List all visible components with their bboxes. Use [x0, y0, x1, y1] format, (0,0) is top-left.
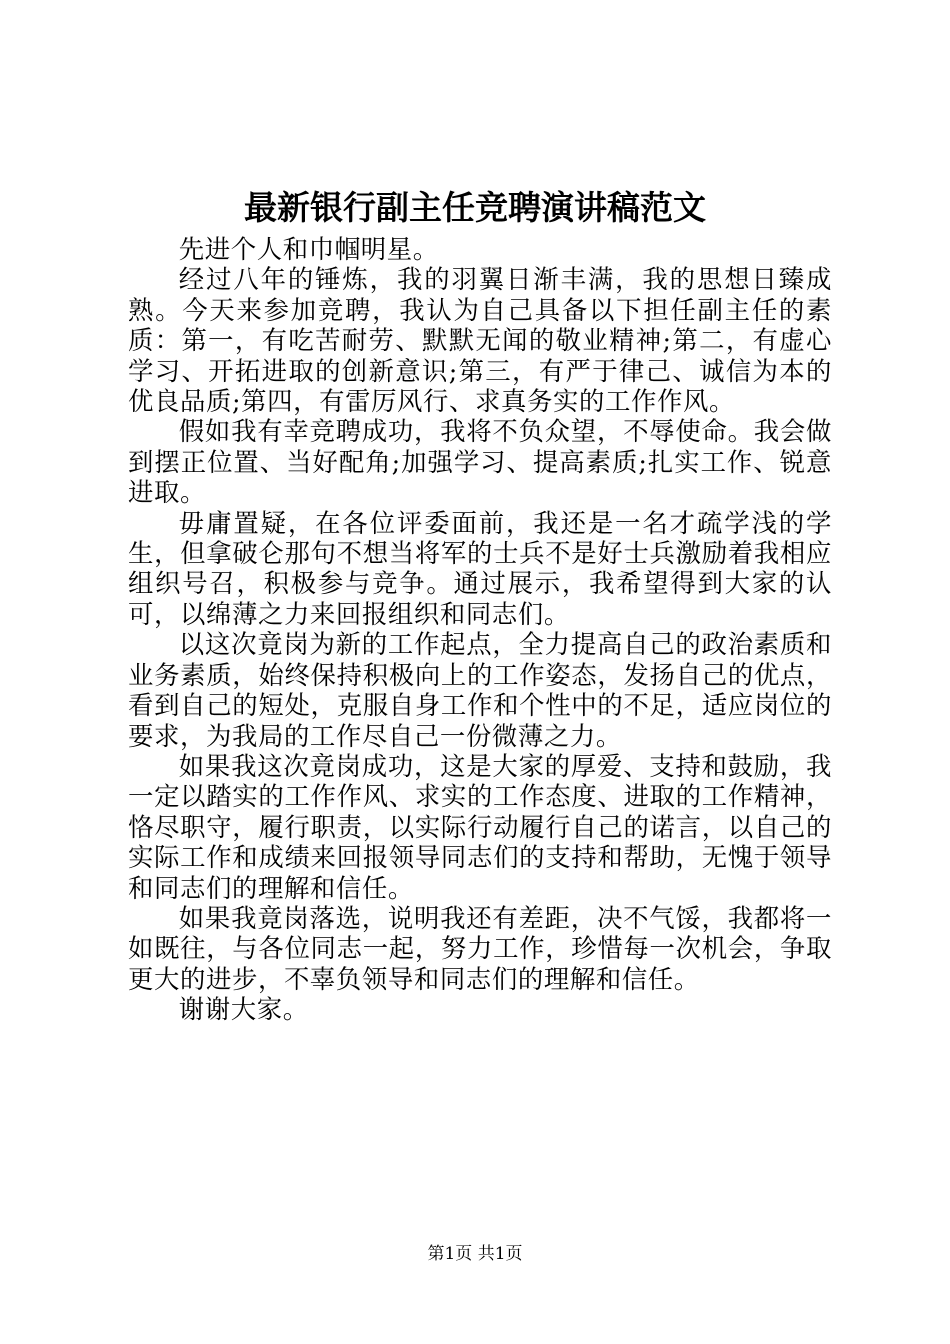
paragraph-6: 如果我这次竟岗成功，这是大家的厚爱、支持和鼓励，我一定以踏实的工作作风、求实的工作态度、进取的工作精神，恪尽职守，履行职责，以实际行动履行自己的诺言，以自己的实际工作和成绩来回报领导同志们的支持和帮助，无愧于领导和同志们的理解和信任。 — [128, 750, 832, 903]
paragraph-5: 以这次竟岗为新的工作起点，全力提高自己的政治素质和业务素质，始终保持积极向上的工作姿态，发扬自己的优点，看到自己的短处，克服自身工作和个性中的不足，适应岗位的要求，为我局的工作尽自己一份微薄之力。 — [128, 629, 832, 751]
paragraph-1: 先进个人和巾帼明星。 — [178, 234, 439, 264]
paragraph-3: 假如我有幸竞聘成功，我将不负众望，不辱使命。我会做到摆正位置、当好配角;加强学习、提高素质;扎实工作、锐意进取。 — [128, 416, 832, 508]
page-footer: 第1页 共1页 — [427, 1244, 523, 1264]
paragraph-8: 谢谢大家。 — [178, 994, 309, 1025]
document-title: 最新银行副主任竞聘演讲稿范文 — [244, 188, 706, 227]
paragraph-4: 毋庸置疑，在各位评委面前，我还是一名才疏学浅的学生，但拿破仑那句不想当将军的士兵不是好士兵激励着我相应组织号召，积极参与竞争。通过展示，我希望得到大家的认可，以绵薄之力来回报组织和同志们。 — [128, 507, 832, 629]
paragraph-2: 经过八年的锤炼，我的羽翼日渐丰满，我的思想日臻成熟。今天来参加竞聘，我认为自己具备以下担任副主任的素质：第一，有吃苦耐劳、默默无闻的敬业精神;第二，有虚心学习、开拓进取的创新意识;第三，有严于律己、诚信为本的优良品质;第四，有雷厉风行、求真务实的工作作风。 — [128, 264, 832, 417]
document-body — [128, 234, 832, 1025]
paragraph-7: 如果我竟岗落选，说明我还有差距，决不气馁，我都将一如既往，与各位同志一起，努力工作，珍惜每一次机会，争取更大的进步，不辜负领导和同志们的理解和信任。 — [128, 902, 832, 994]
